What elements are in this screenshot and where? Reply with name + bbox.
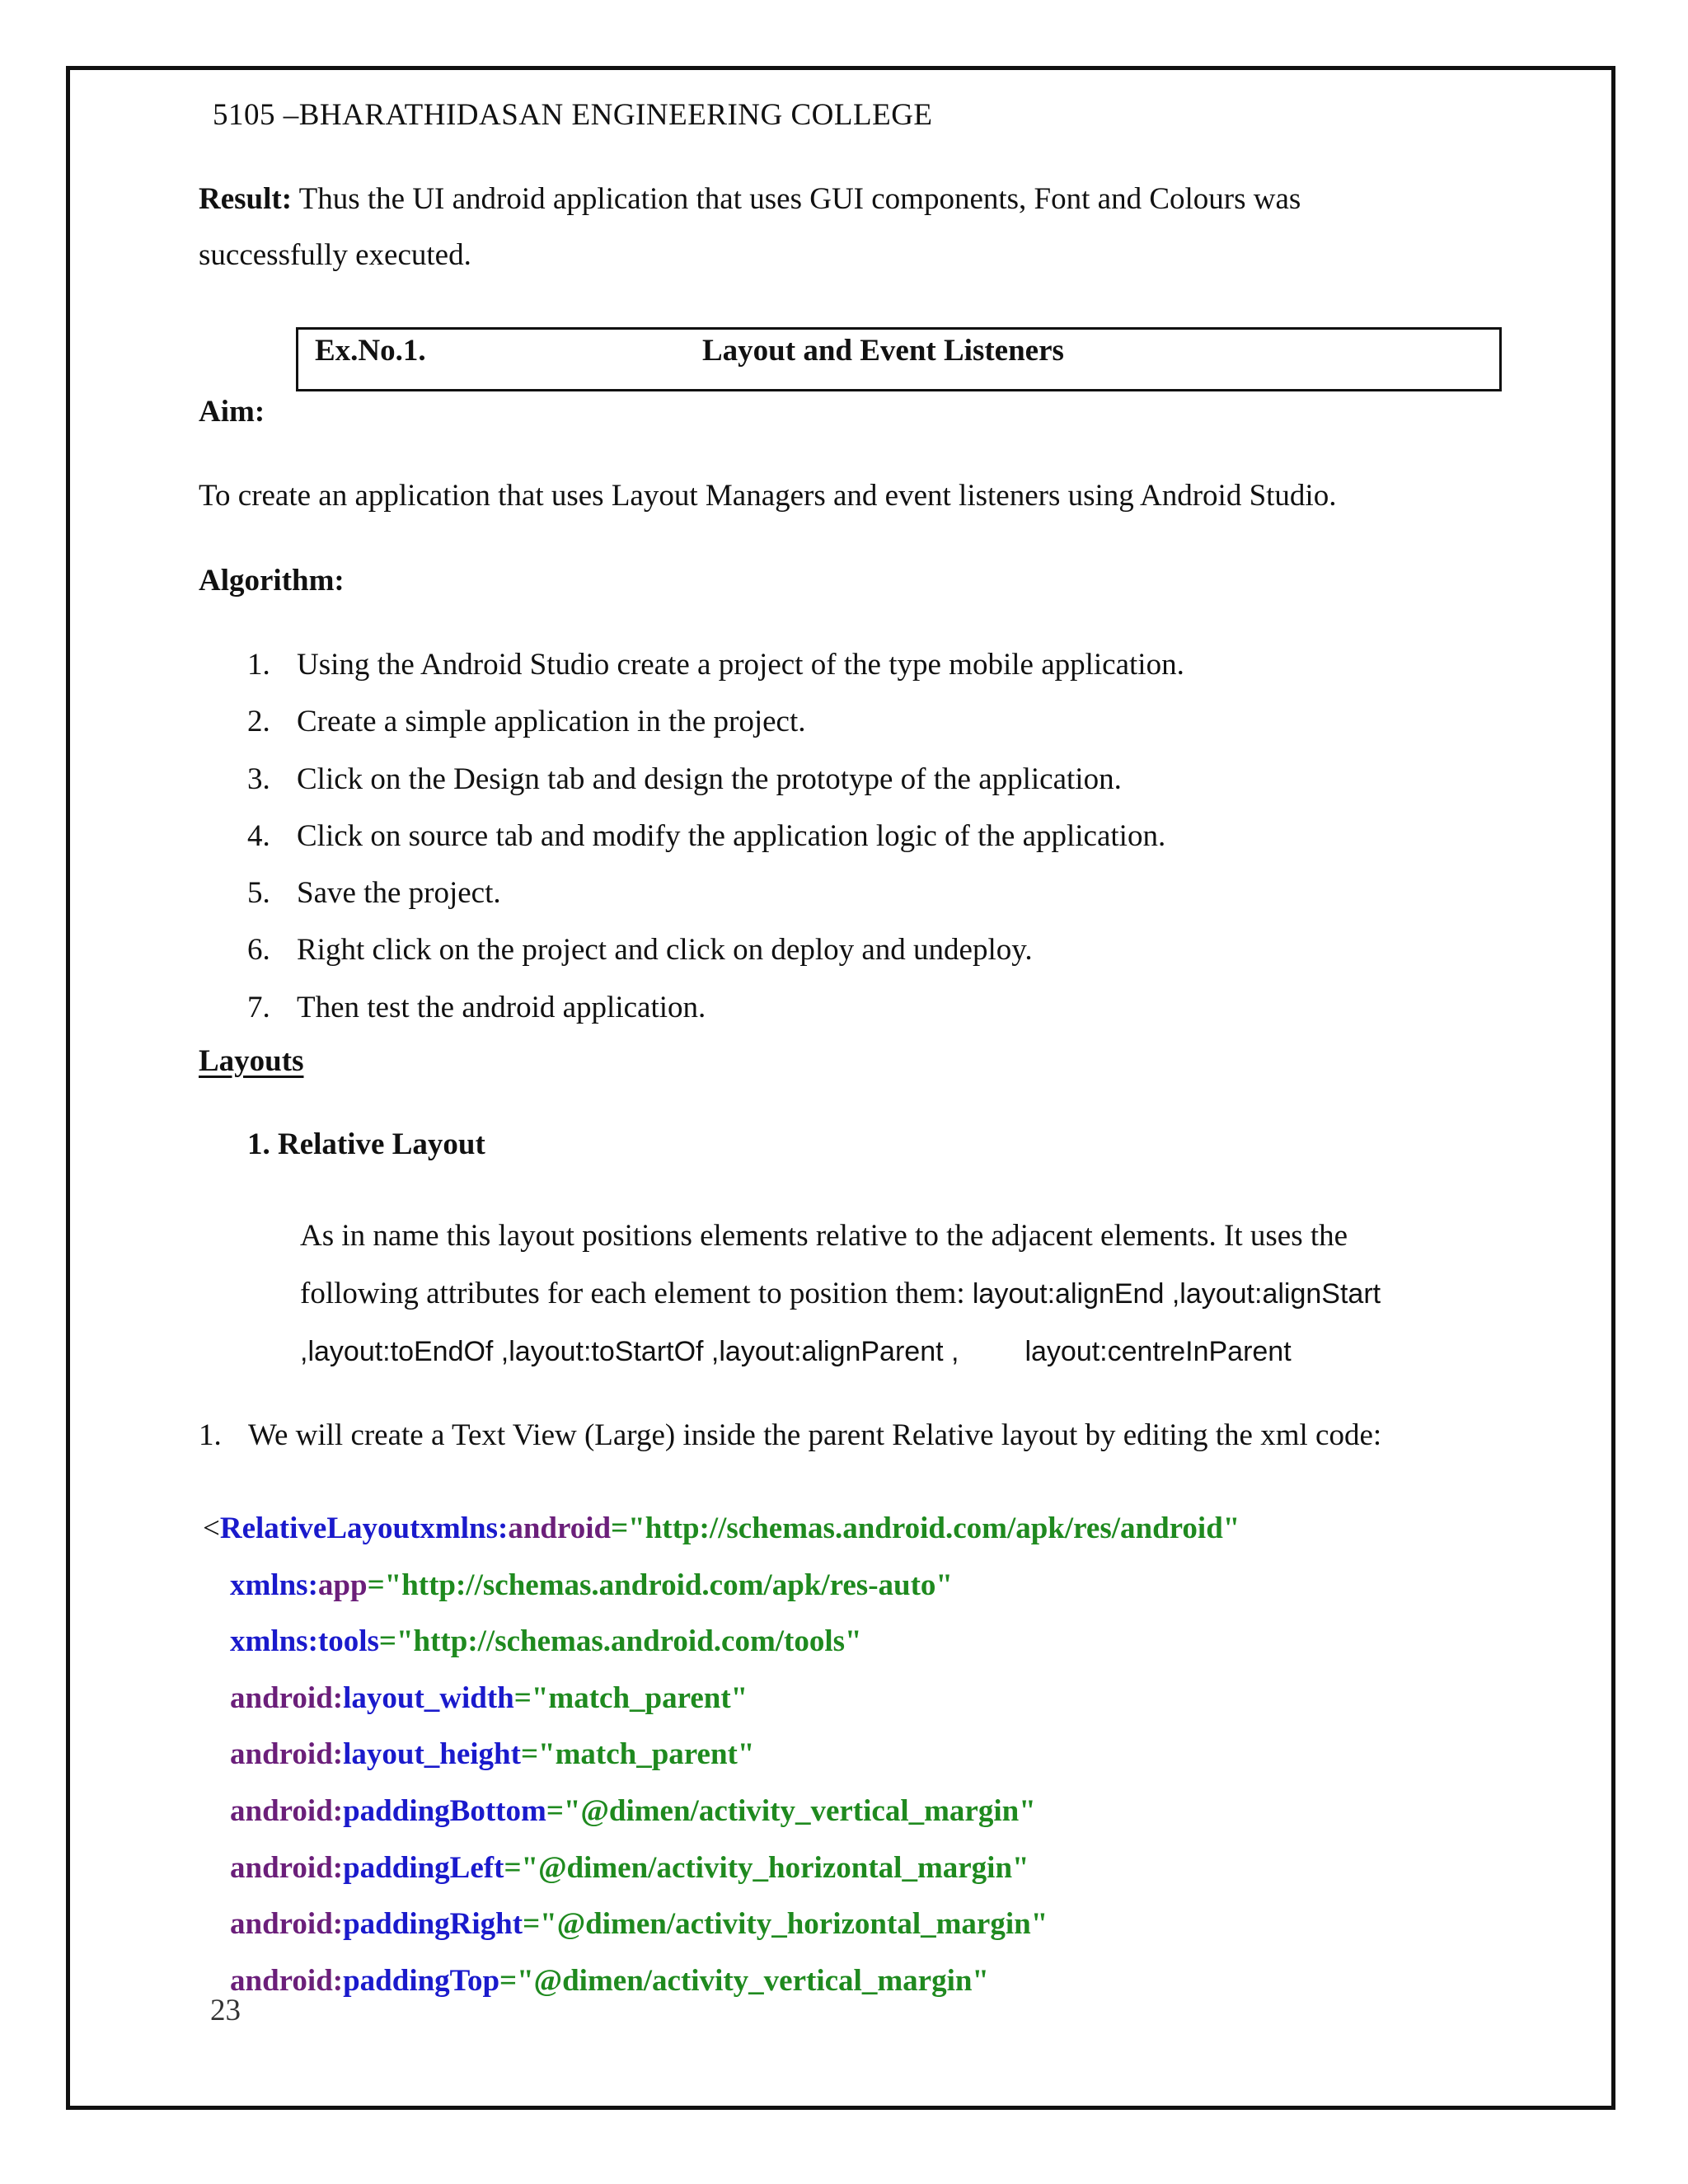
code-token: < [203,1511,220,1545]
list-item [247,756,1184,813]
desc-text: following attributes for each element to position them: [300,1276,973,1310]
code-token: android [508,1511,612,1545]
algorithm-steps [247,641,1184,1041]
code-token: paddingRight [343,1907,523,1942]
desc-attributes: ,layout:toEndOf ,layout:toStartOf ,layout:alignParent , [300,1336,959,1367]
college-header: 5105 –BHARATHIDASAN ENGINEERING COLLEGE [213,98,933,132]
code-line [203,1562,1240,1619]
relative-layout-description [300,1207,1487,1381]
code-token: ="@dimen/activity_horizontal_margin" [504,1850,1029,1885]
step-number: 1. [247,648,270,682]
aim-text: To create an application that uses Layout Managers and event listeners using Android Studio. [199,479,1337,513]
list-item [247,641,1184,698]
code-token: android: [230,1737,344,1772]
code-token: ="@dimen/activity_horizontal_margin" [523,1907,1048,1942]
desc-attributes: layout:centreInParent [1025,1336,1292,1367]
code-line [203,1618,1240,1675]
desc-attributes: layout:alignEnd ,layout:alignStart [972,1277,1381,1310]
step-text: Using the Android Studio create a project of the type mobile application. [297,648,1184,682]
code-line [203,1957,1240,2014]
relative-layout-heading: 1. Relative Layout [247,1127,485,1161]
result-text: Thus the UI android application that uses GUI components, Font and Colours was successfully executed. [199,182,1301,272]
desc-line [300,1323,1487,1381]
exercise-box [296,327,1502,391]
list-item [247,698,1184,755]
code-token: layout_height [343,1737,521,1772]
code-token: paddingBottom [343,1793,546,1828]
step-text: Then test the android application. [297,990,706,1024]
list-item [247,869,1184,926]
step-number: 3. [247,762,270,796]
code-token: paddingTop [343,1963,500,1998]
step-text: Right click on the project and click on deploy and undeploy. [297,933,1033,968]
code-token: RelativeLayoutxmlns: [219,1511,509,1545]
code-token: paddingLeft [343,1850,504,1885]
code-token: android: [230,1680,344,1715]
list-item [247,813,1184,869]
step-number: 4. [247,818,270,853]
instruction-text: We will create a Text View (Large) inside the parent Relative layout by editing the xml code: [248,1418,1382,1452]
code-token: ="http://schemas.android.com/tools" [378,1624,862,1659]
code-token: xmlns: [230,1568,318,1602]
algorithm-heading: Algorithm: [199,564,345,598]
layouts-heading: Layouts [199,1044,304,1078]
desc-line: As in name this layout positions elements relative to the adjacent elements. It uses the [300,1219,1348,1253]
code-line [203,1675,1240,1732]
result-paragraph [199,171,1418,284]
aim-heading: Aim: [199,395,265,429]
step-text: Click on the Design tab and design the prototype of the application. [297,762,1122,796]
page-number: 23 [210,1994,241,2027]
code-line [203,1788,1240,1844]
code-token: layout_width [343,1680,514,1715]
code-line [203,1900,1240,1957]
step-number: 6. [247,933,270,968]
step-number: 5. [247,876,270,911]
xml-code-block [203,1505,1240,2013]
code-line [203,1731,1240,1788]
exercise-number: Ex.No.1. [315,334,426,368]
step-number: 2. [247,705,270,739]
code-line [203,1844,1240,1901]
create-instruction [199,1418,1381,1453]
code-token: xmlns:tools [230,1624,379,1659]
code-token: ="http://schemas.android.com/apk/res/android" [611,1511,1240,1545]
step-number: 7. [247,990,270,1024]
code-token: ="@dimen/activity_vertical_margin" [499,1963,989,1998]
list-item [247,984,1184,1041]
list-item [247,926,1184,983]
step-text: Create a simple application in the project. [297,705,806,739]
code-token: ="@dimen/activity_vertical_margin" [546,1793,1036,1828]
code-token: android: [230,1963,344,1998]
code-line [203,1505,1240,1562]
desc-line [300,1265,1487,1324]
exercise-title: Layout and Event Listeners [702,334,1064,368]
code-token: ="match_parent" [520,1737,755,1772]
code-token: android: [230,1793,344,1828]
code-token: app [317,1568,368,1602]
code-token: ="http://schemas.android.com/apk/res-auto" [367,1568,953,1602]
instruction-number: 1. [199,1418,222,1452]
code-token: ="match_parent" [513,1680,748,1715]
result-label: Result: [199,182,293,216]
code-token: android: [230,1907,344,1942]
step-text: Click on source tab and modify the application logic of the application. [297,818,1166,853]
code-token: android: [230,1850,344,1885]
step-text: Save the project. [297,876,501,911]
